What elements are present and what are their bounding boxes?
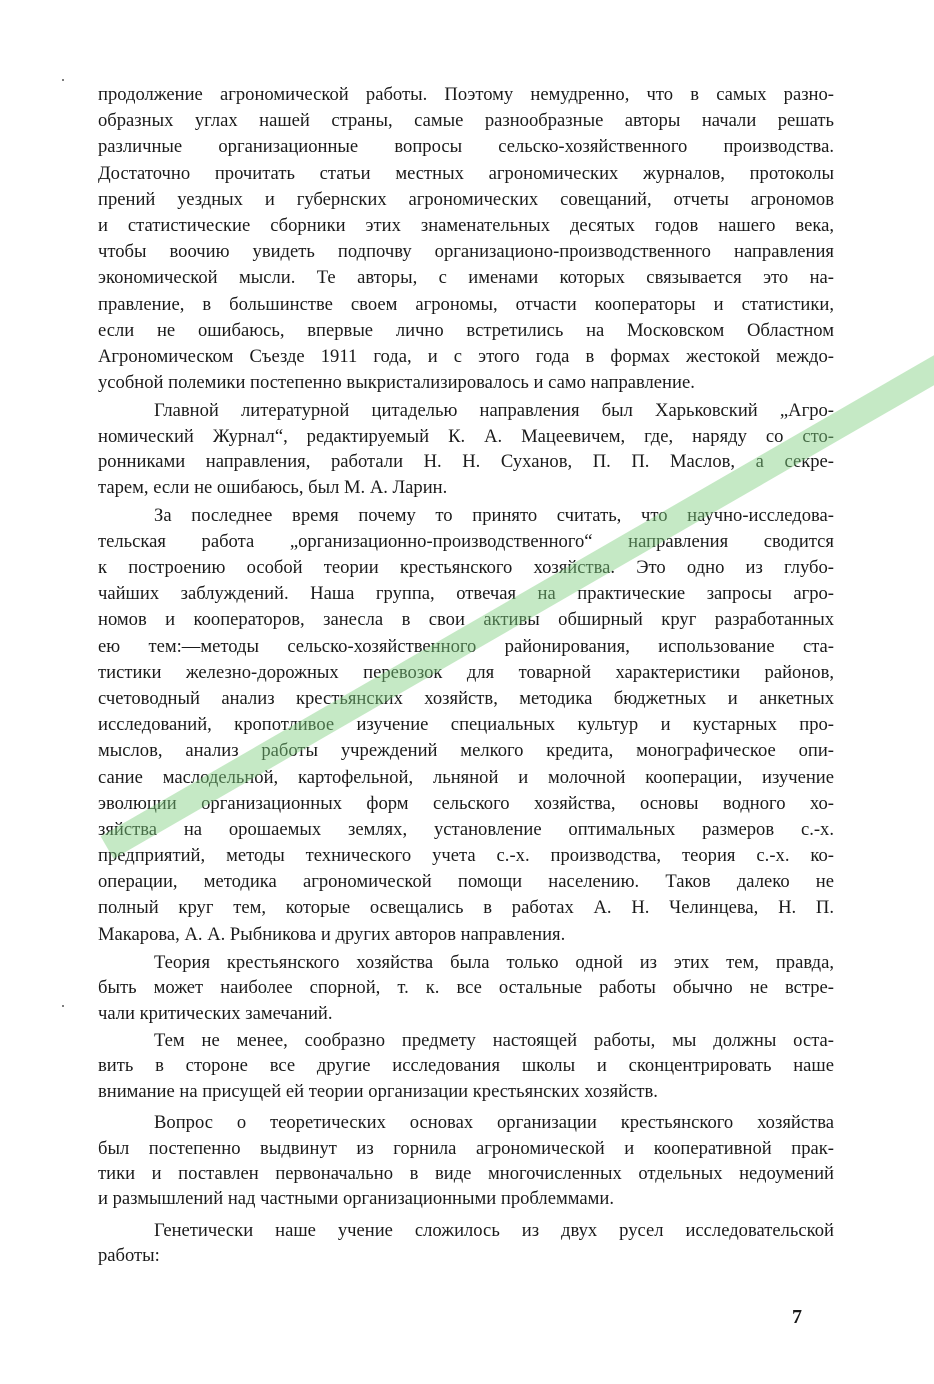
text-line: правление, в большинстве своем агрономы, отчасти кооператоры и статистики, — [98, 293, 834, 315]
text-line: Теория крестьянского хозяйства была только одной из этих тем, правда, — [154, 951, 834, 973]
text-line: эволюции организационных форм сельского хозяйства, основы водного хо- — [98, 792, 834, 814]
text-line: продолжение агрономической работы. Поэтому немудренно, что в самых разно- — [98, 84, 834, 105]
text-line: полный круг тем, которые освещались в работах А. Н. Челинцева, Н. П. — [98, 897, 834, 919]
text-line: чайших заблуждений. Наша группа, отвечая на практические запросы агро- — [98, 583, 834, 605]
text-line: чтобы воочию увидеть подпочву организационо-производственного направления — [98, 241, 834, 263]
text-line: операции, методика агрономической помощи населению. Таков далеко не — [98, 871, 834, 893]
text-line: Агрономическом Съезде 1911 года, и с этого года в формах жестокой междо- — [98, 345, 834, 367]
text-line: внимание на присущей ей теории организации крестьянских хозяйств. — [98, 1080, 658, 1102]
text-line: к построению особой теории крестьянского хозяйства. Это одно из глубо- — [98, 557, 834, 578]
text-line: тарем, если не ошибаюсь, был М. А. Ларин. — [98, 477, 448, 499]
text-line: чали критических замечаний. — [98, 1002, 333, 1024]
text-line: мыслов, анализ работы учреждений мелкого кредита, монографическое опи- — [98, 740, 834, 762]
text-line: Макарова, А. А. Рыбникова и других авторов направления. — [98, 923, 566, 945]
paragraph-4 — [98, 950, 834, 1026]
text-line: счетоводный анализ крестьянских хозяйств, методика бюджетных и анкетных — [98, 687, 834, 709]
text-line: тики и поставлен первоначально в виде многочисленных отдельных недоумений — [98, 1162, 834, 1184]
text-line: сание маслодельной, картофельной, льняной и молочной кооперации, изучение — [98, 766, 834, 788]
text-line: если не ошибаюсь, впервые лично встретились на Московском Областном — [98, 319, 834, 341]
text-line: исследований, кропотливое изучение специальных культур и кустарных про- — [98, 714, 834, 736]
page-number: 7 — [792, 1306, 802, 1328]
scan-speck — [62, 1005, 64, 1007]
text-line: различные организационные вопросы сельско-хозяйственного производства. — [98, 136, 834, 158]
paragraph-5 — [98, 1028, 834, 1104]
text-line: и размышлений над частными организационными проблеммами. — [98, 1188, 614, 1210]
text-line: За последнее время почему то принято считать, что научно-исследова- — [154, 504, 834, 526]
text-line: Достаточно прочитать статьи местных агрономических журналов, протоколы — [98, 162, 834, 184]
paragraph-6 — [98, 1110, 834, 1212]
paragraph-2 — [98, 398, 834, 500]
text-line: вить в стороне все другие исследования школы и сконцентрировать наше — [98, 1055, 834, 1077]
text-line: прений уездных и губернских агрономических совещаний, отчеты агрономов — [98, 188, 834, 210]
text-line: образных углах нашей страны, самые разнообразные авторы начали решать — [98, 110, 834, 132]
text-line: усобной полемики постепенно выкристализировалось и само направление. — [98, 372, 695, 394]
text-line: Генетически наше учение сложилось из двух русел исследовательской — [154, 1219, 834, 1241]
text-line: номический Журнал“, редактируемый К. А. Мацеевичем, где, наряду со сто- — [98, 425, 834, 447]
text-line: тистики железно-дорожных перевозок для товарной характеристики районов, — [98, 661, 834, 683]
text-line: и статистические сборники этих знаменательных десятых годов нашего века, — [98, 214, 834, 236]
text-line: работы: — [98, 1245, 160, 1267]
text-line: Главной литературной цитаделью направления был Харьковский „Агро- — [154, 400, 834, 422]
text-line: номов и кооператоров, занесла в свои активы обширный круг разработанных — [98, 609, 834, 631]
text-line: Вопрос о теоретических основах организации крестьянского хозяйства — [154, 1112, 834, 1134]
text-line: тельская работа „организационно-производственного“ направления сводится — [98, 530, 834, 552]
text-line: предприятий, методы технического учета с.-х. производства, теория с.-х. ко- — [98, 845, 834, 867]
text-column — [98, 82, 834, 1269]
text-line: ею тем:—методы сельско-хозяйственного районирования, использование ста- — [98, 635, 834, 657]
text-line: быть может наиболее спорной, т. к. все остальные работы обычно не встре- — [98, 977, 834, 999]
paragraph-7 — [98, 1218, 834, 1269]
text-line: ронниками направления, работали Н. Н. Суханов, П. П. Маслов, а секре- — [98, 451, 834, 473]
scan-speck — [62, 79, 64, 81]
text-line: зяйства на орошаемых землях, установление оптимальных размеров с.-х. — [98, 818, 834, 840]
text-line: был постепенно выдвинут из горнила агрономической и кооперативной прак- — [98, 1137, 834, 1159]
text-line: экономической мысли. Те авторы, с именами которых связывается это на- — [98, 267, 834, 289]
paragraph-1 — [98, 82, 834, 396]
paragraph-3 — [98, 503, 834, 948]
text-line: Тем не менее, сообразно предмету настоящей работы, мы должны оста- — [154, 1029, 834, 1051]
